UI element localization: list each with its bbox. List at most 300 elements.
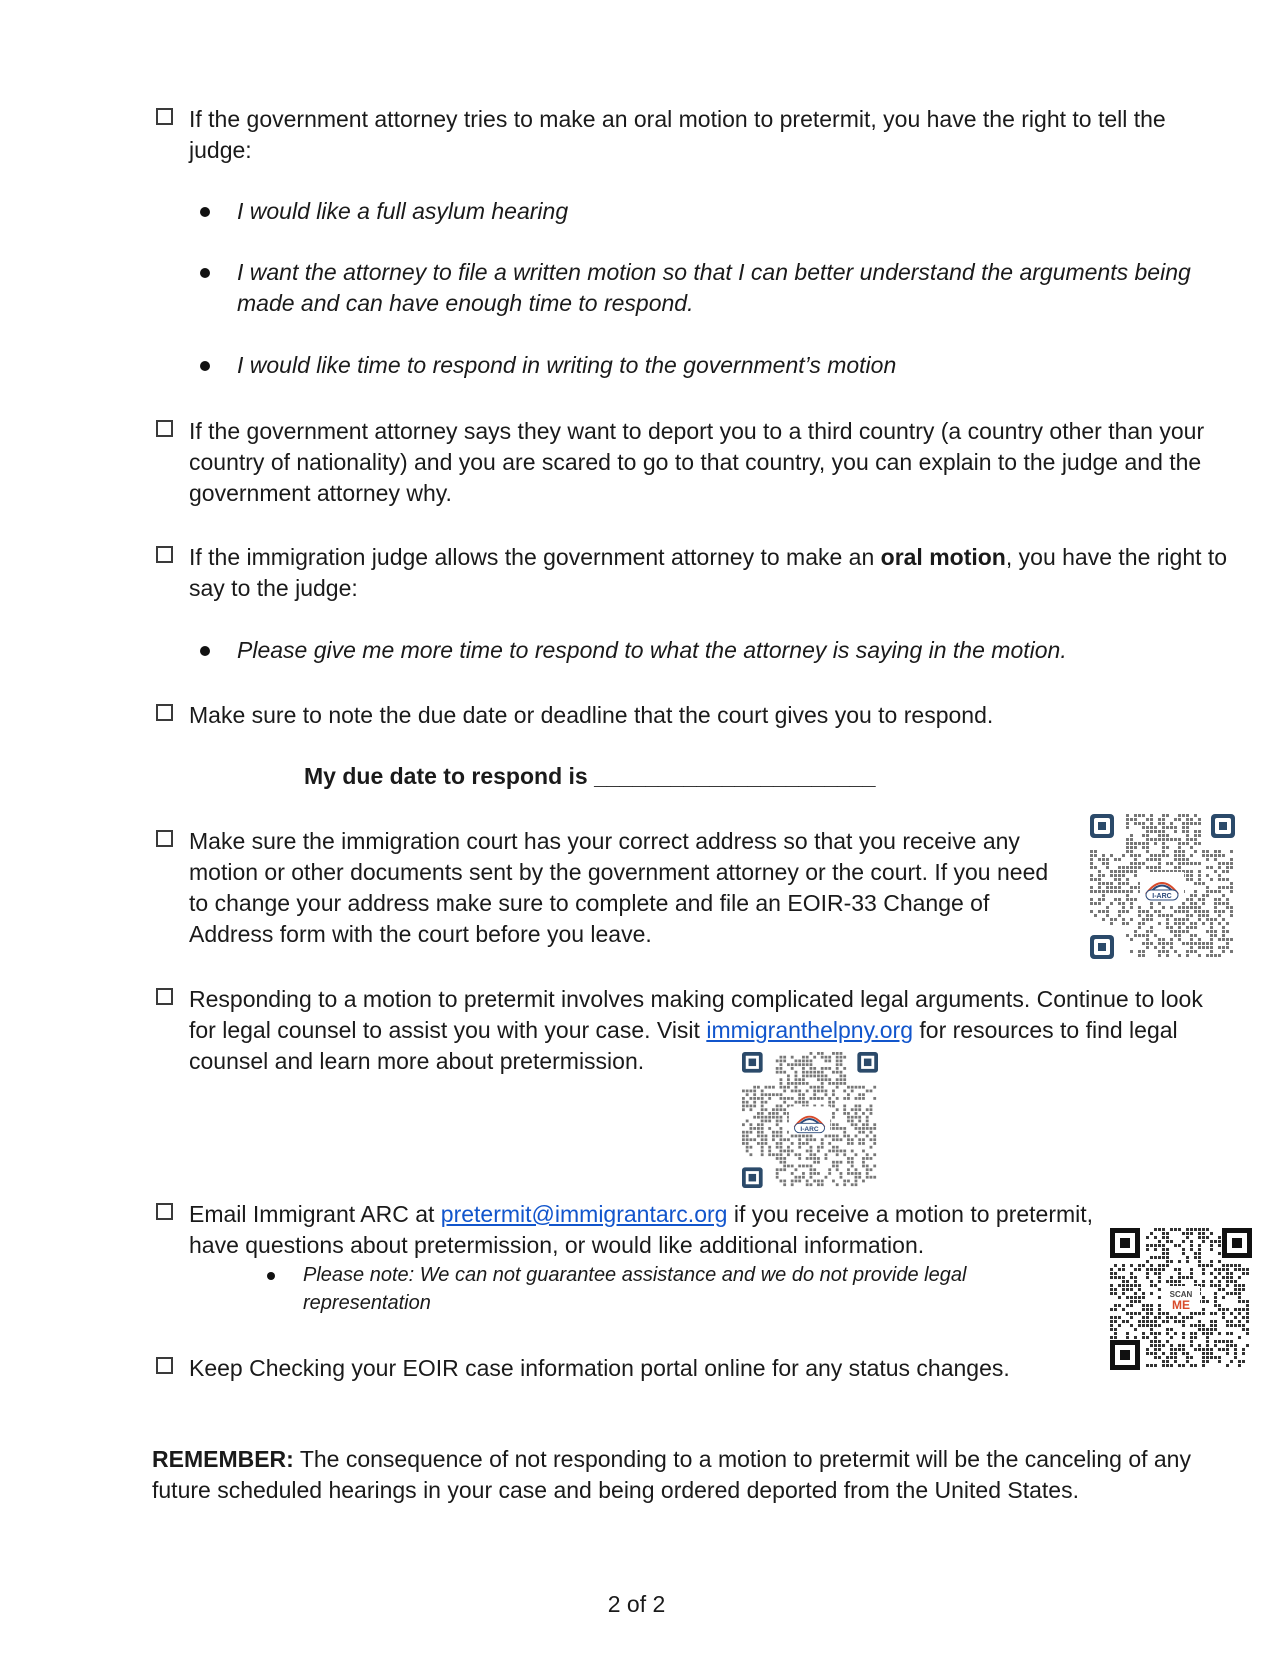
qr-module xyxy=(1194,1228,1197,1231)
qr-module xyxy=(783,1060,786,1063)
qr-module xyxy=(832,1165,835,1168)
qr-module xyxy=(780,1138,783,1141)
qr-module xyxy=(1118,1296,1121,1299)
qr-module xyxy=(1214,1324,1217,1327)
qr-module xyxy=(757,1127,760,1130)
qr-module xyxy=(870,1090,873,1093)
qr-module xyxy=(1222,878,1225,881)
qr-module xyxy=(1206,914,1209,917)
qr-module xyxy=(780,1180,783,1183)
qr-module xyxy=(780,1060,783,1063)
qr-module xyxy=(1146,1276,1149,1279)
qr-module xyxy=(772,1135,775,1138)
qr-module xyxy=(1194,1312,1197,1315)
qr-module xyxy=(1126,1288,1129,1291)
qr-module xyxy=(1150,926,1153,929)
qr-module xyxy=(1218,874,1221,877)
qr-module xyxy=(1190,1232,1193,1235)
qr-module xyxy=(750,1105,753,1108)
qr-module xyxy=(1166,954,1169,957)
qr-module xyxy=(1150,838,1153,841)
qr-module xyxy=(1158,950,1161,953)
qr-module xyxy=(1126,846,1129,849)
qr-module xyxy=(1206,1360,1209,1363)
qr-module xyxy=(1146,858,1149,861)
qr-module xyxy=(1194,822,1197,825)
qr-module xyxy=(1242,1352,1245,1355)
qr-module xyxy=(1170,1228,1173,1231)
qr-module xyxy=(843,1097,846,1100)
qr-module xyxy=(847,1168,850,1171)
qr-module xyxy=(840,1071,843,1074)
qr-module xyxy=(1194,834,1197,837)
qr-module xyxy=(761,1093,764,1096)
qr-module xyxy=(1158,1264,1161,1267)
checkbox[interactable] xyxy=(156,420,173,437)
qr-module xyxy=(1158,1240,1161,1243)
qr-module xyxy=(798,1093,801,1096)
qr-module xyxy=(1098,898,1101,901)
qr-module xyxy=(1198,914,1201,917)
checkbox[interactable] xyxy=(156,1357,173,1374)
qr-module xyxy=(798,1060,801,1063)
qr-module xyxy=(1218,1244,1221,1247)
qr-module xyxy=(802,1135,805,1138)
qr-module xyxy=(1142,1308,1145,1311)
qr-module xyxy=(1110,1308,1113,1311)
qr-module xyxy=(1170,1280,1173,1283)
qr-module xyxy=(858,1105,861,1108)
qr-module xyxy=(1110,1292,1113,1295)
qr-module xyxy=(855,1112,858,1115)
qr-module xyxy=(1114,870,1117,873)
qr-module xyxy=(1206,1348,1209,1351)
qr-module xyxy=(1230,1280,1233,1283)
qr-module xyxy=(1202,1296,1205,1299)
qr-module xyxy=(1146,826,1149,829)
qr-module xyxy=(1222,1312,1225,1315)
qr-module xyxy=(1182,826,1185,829)
qr-module xyxy=(821,1146,824,1149)
qr-module xyxy=(1146,1352,1149,1355)
qr-module xyxy=(1162,854,1165,857)
qr-module xyxy=(1130,1296,1133,1299)
qr-module xyxy=(1114,878,1117,881)
qr-module xyxy=(1246,1300,1249,1303)
qr-module xyxy=(1134,846,1137,849)
qr-module xyxy=(1098,910,1101,913)
qr-module xyxy=(768,1120,771,1123)
qr-module xyxy=(1142,814,1145,817)
qr-module xyxy=(840,1056,843,1059)
qr-module xyxy=(806,1063,809,1066)
qr-module xyxy=(1186,814,1189,817)
qr-module xyxy=(1182,902,1185,905)
qr-module xyxy=(1134,1296,1137,1299)
qr-module xyxy=(772,1093,775,1096)
qr-module xyxy=(1138,1312,1141,1315)
qr-module xyxy=(1186,842,1189,845)
qr-module xyxy=(776,1120,779,1123)
qr-module xyxy=(806,1056,809,1059)
qr-module xyxy=(836,1161,839,1164)
qr-module xyxy=(1226,870,1229,873)
qr-finder-top-left xyxy=(1110,1228,1140,1258)
qr-module xyxy=(1162,1236,1165,1239)
qr-module xyxy=(1182,1348,1185,1351)
qr-module xyxy=(1206,1336,1209,1339)
qr-module xyxy=(1130,1304,1133,1307)
qr-module xyxy=(780,1131,783,1134)
qr-module xyxy=(1138,906,1141,909)
qr-module xyxy=(862,1142,865,1145)
qr-module xyxy=(1178,866,1181,869)
checkbox[interactable] xyxy=(156,108,173,125)
qr-module xyxy=(1194,1256,1197,1259)
qr-module xyxy=(1206,866,1209,869)
qr-module xyxy=(836,1150,839,1153)
qr-module xyxy=(1222,918,1225,921)
qr-module xyxy=(780,1168,783,1171)
qr-module xyxy=(1102,882,1105,885)
qr-module xyxy=(1166,1320,1169,1323)
qr-module xyxy=(1134,1280,1137,1283)
qr-module xyxy=(1222,1316,1225,1319)
qr-module xyxy=(795,1078,798,1081)
qr-module xyxy=(1190,1244,1193,1247)
qr-module xyxy=(742,1105,745,1108)
qr-module xyxy=(1202,1272,1205,1275)
qr-module xyxy=(783,1157,786,1160)
qr-module xyxy=(1198,870,1201,873)
qr-module xyxy=(742,1142,745,1145)
qr-module xyxy=(1178,1244,1181,1247)
qr-module xyxy=(1194,1364,1197,1367)
qr-module xyxy=(1122,918,1125,921)
qr-module xyxy=(1130,1264,1133,1267)
qr-module xyxy=(795,1176,798,1179)
qr-module xyxy=(1174,838,1177,841)
qr-module xyxy=(1226,1332,1229,1335)
qr-module xyxy=(772,1138,775,1141)
qr-module xyxy=(1094,854,1097,857)
qr-module xyxy=(1158,1316,1161,1319)
qr-module xyxy=(1162,822,1165,825)
qr-module xyxy=(836,1078,839,1081)
qr-module xyxy=(1162,814,1165,817)
qr-module xyxy=(798,1090,801,1093)
qr-module xyxy=(802,1063,805,1066)
qr-module xyxy=(1234,1356,1237,1359)
qr-module xyxy=(858,1172,861,1175)
qr-module xyxy=(1242,1300,1245,1303)
qr-module xyxy=(1226,946,1229,949)
qr-module xyxy=(1166,922,1169,925)
qr-module xyxy=(1206,1356,1209,1359)
qr-module xyxy=(1210,1264,1213,1267)
qr-module xyxy=(858,1176,861,1179)
qr-module xyxy=(858,1108,861,1111)
qr-module xyxy=(1146,1320,1149,1323)
qr-module xyxy=(1178,1344,1181,1347)
qr-module xyxy=(1206,954,1209,957)
qr-module xyxy=(813,1138,816,1141)
qr-module xyxy=(866,1116,869,1119)
qr-module xyxy=(1238,1320,1241,1323)
qr-module xyxy=(776,1131,779,1134)
qr-module xyxy=(1186,862,1189,865)
qr-module xyxy=(813,1172,816,1175)
qr-module xyxy=(1230,1360,1233,1363)
qr-module xyxy=(772,1086,775,1089)
qr-module xyxy=(817,1150,820,1153)
qr-module xyxy=(1198,830,1201,833)
qr-module xyxy=(1130,1316,1133,1319)
qr-module xyxy=(1226,942,1229,945)
qr-module xyxy=(1198,1324,1201,1327)
qr-module xyxy=(1142,862,1145,865)
qr-module xyxy=(1118,1324,1121,1327)
email-link[interactable]: pretermit@immigrantarc.org xyxy=(440,1201,728,1227)
qr-module xyxy=(795,1090,798,1093)
qr-module xyxy=(1090,910,1093,913)
qr-module xyxy=(1122,1264,1125,1267)
qr-module xyxy=(1174,818,1177,821)
qr-module xyxy=(1238,1284,1241,1287)
qr-module xyxy=(1182,1316,1185,1319)
qr-module xyxy=(1182,910,1185,913)
qr-module xyxy=(843,1108,846,1111)
qr-module xyxy=(1170,938,1173,941)
qr-module xyxy=(1178,926,1181,929)
qr-module xyxy=(1122,854,1125,857)
qr-module xyxy=(761,1108,764,1111)
qr-module xyxy=(1158,862,1161,865)
qr-module xyxy=(825,1135,828,1138)
qr-module xyxy=(1166,1332,1169,1335)
item-text-post: if you receive a motion to pretermit, have questions about pretermission, or would like additional information. xyxy=(189,1201,1094,1258)
qr-module xyxy=(1234,1264,1237,1267)
qr-module xyxy=(1218,1348,1221,1351)
qr-module xyxy=(1130,902,1133,905)
qr-module xyxy=(1122,1288,1125,1291)
qr-module xyxy=(1210,866,1213,869)
qr-module xyxy=(1166,1260,1169,1263)
qr-module xyxy=(1198,882,1201,885)
qr-module xyxy=(1186,830,1189,833)
qr-module xyxy=(836,1153,839,1156)
qr-module xyxy=(1230,890,1233,893)
qr-module xyxy=(787,1075,790,1078)
qr-module xyxy=(843,1112,846,1115)
qr-module xyxy=(1214,1328,1217,1331)
qr-module xyxy=(832,1150,835,1153)
qr-module xyxy=(1206,1228,1209,1231)
bullet-text: I would like time to respond in writing to the government’s motion xyxy=(237,352,897,378)
qr-module xyxy=(1146,934,1149,937)
qr-module xyxy=(825,1093,828,1096)
qr-module xyxy=(1122,890,1125,893)
qr-module xyxy=(1166,826,1169,829)
qr-module xyxy=(1158,942,1161,945)
qr-module xyxy=(1122,866,1125,869)
qr-module xyxy=(1102,898,1105,901)
qr-module xyxy=(870,1131,873,1134)
qr-module xyxy=(810,1071,813,1074)
qr-module xyxy=(1202,1240,1205,1243)
checklist-item-text xyxy=(189,542,1229,604)
qr-module xyxy=(1162,1256,1165,1259)
qr-module xyxy=(1198,1236,1201,1239)
qr-module xyxy=(776,1168,779,1171)
qr-module xyxy=(1202,914,1205,917)
qr-module xyxy=(1234,1284,1237,1287)
qr-module xyxy=(1222,910,1225,913)
qr-module xyxy=(1202,942,1205,945)
qr-module xyxy=(1170,1316,1173,1319)
qr-module xyxy=(1146,946,1149,949)
remember-label: REMEMBER: xyxy=(152,1446,294,1472)
qr-module xyxy=(1210,922,1213,925)
qr-module xyxy=(1130,1288,1133,1291)
qr-module xyxy=(1222,894,1225,897)
qr-module xyxy=(817,1097,820,1100)
qr-module xyxy=(836,1060,839,1063)
qr-module xyxy=(1150,1256,1153,1259)
qr-module xyxy=(1202,1228,1205,1231)
qr-module xyxy=(1190,1364,1193,1367)
qr-module xyxy=(828,1082,831,1085)
qr-module xyxy=(1218,914,1221,917)
qr-module xyxy=(840,1150,843,1153)
qr-module xyxy=(1122,1284,1125,1287)
qr-module xyxy=(1122,874,1125,877)
qr-module xyxy=(817,1078,820,1081)
qr-module xyxy=(798,1135,801,1138)
qr-module xyxy=(1182,1240,1185,1243)
checkbox[interactable] xyxy=(156,546,173,563)
qr-module xyxy=(1226,1284,1229,1287)
qr-module xyxy=(1218,1288,1221,1291)
checkbox[interactable] xyxy=(156,988,173,1005)
qr-module xyxy=(847,1157,850,1160)
qr-module xyxy=(746,1090,749,1093)
qr-module xyxy=(840,1082,843,1085)
qr-module xyxy=(851,1150,854,1153)
qr-module xyxy=(1218,878,1221,881)
qr-module xyxy=(813,1097,816,1100)
qr-module xyxy=(1210,1332,1213,1335)
qr-module xyxy=(1118,886,1121,889)
qr-module xyxy=(1118,866,1121,869)
qr-module xyxy=(870,1146,873,1149)
qr-module xyxy=(1230,910,1233,913)
qr-module xyxy=(1130,870,1133,873)
qr-module xyxy=(832,1146,835,1149)
qr-module xyxy=(1158,1268,1161,1271)
qr-module xyxy=(828,1142,831,1145)
qr-module xyxy=(1210,954,1213,957)
qr-module xyxy=(1234,1308,1237,1311)
qr-module xyxy=(806,1157,809,1160)
qr-module xyxy=(1134,870,1137,873)
checkbox[interactable] xyxy=(156,704,173,721)
qr-module xyxy=(1130,866,1133,869)
qr-module xyxy=(1202,1284,1205,1287)
qr-module xyxy=(836,1108,839,1111)
qr-module xyxy=(1090,890,1093,893)
qr-module xyxy=(1158,1280,1161,1283)
qr-module xyxy=(1242,1324,1245,1327)
qr-module xyxy=(1150,1244,1153,1247)
qr-module xyxy=(1246,1308,1249,1311)
qr-module xyxy=(757,1123,760,1126)
qr-module xyxy=(1202,1280,1205,1283)
qr-module xyxy=(1198,942,1201,945)
checkbox[interactable] xyxy=(156,1203,173,1220)
qr-module xyxy=(832,1138,835,1141)
qr-module xyxy=(806,1071,809,1074)
qr-module xyxy=(1138,1264,1141,1267)
qr-module xyxy=(1170,1356,1173,1359)
qr-module xyxy=(776,1067,779,1070)
qr-module xyxy=(821,1138,824,1141)
qr-module xyxy=(1210,1348,1213,1351)
qr-module xyxy=(1234,1288,1237,1291)
qr-module xyxy=(1130,846,1133,849)
qr-module xyxy=(810,1183,813,1186)
checkbox[interactable] xyxy=(156,830,173,847)
qr-module xyxy=(1218,898,1221,901)
qr-module xyxy=(1158,1340,1161,1343)
qr-module xyxy=(802,1060,805,1063)
qr-module xyxy=(1214,854,1217,857)
qr-module xyxy=(1230,886,1233,889)
qr-module xyxy=(1178,938,1181,941)
qr-module xyxy=(776,1135,779,1138)
qr-module xyxy=(1234,1344,1237,1347)
qr-module xyxy=(1146,1272,1149,1275)
qr-module xyxy=(1154,1268,1157,1271)
qr-module xyxy=(1138,862,1141,865)
immigranthelpny-link[interactable]: immigranthelpny.org xyxy=(706,1017,913,1043)
qr-module xyxy=(795,1168,798,1171)
qr-module xyxy=(825,1060,828,1063)
qr-module xyxy=(866,1120,869,1123)
qr-module xyxy=(1138,1320,1141,1323)
qr-module xyxy=(1142,1324,1145,1327)
qr-module xyxy=(1214,1320,1217,1323)
qr-module xyxy=(761,1123,764,1126)
qr-module xyxy=(1150,906,1153,909)
qr-module xyxy=(791,1097,794,1100)
qr-module xyxy=(1210,1244,1213,1247)
qr-module xyxy=(768,1112,771,1115)
qr-module xyxy=(1190,878,1193,881)
qr-module xyxy=(1198,1320,1201,1323)
qr-module xyxy=(795,1071,798,1074)
qr-module xyxy=(1194,890,1197,893)
qr-module xyxy=(1202,1328,1205,1331)
qr-code-iarc xyxy=(1090,814,1235,959)
qr-module xyxy=(843,1090,846,1093)
qr-module xyxy=(1150,1324,1153,1327)
qr-module xyxy=(1242,1328,1245,1331)
qr-module xyxy=(1182,1276,1185,1279)
qr-module xyxy=(1130,862,1133,865)
qr-module xyxy=(855,1180,858,1183)
qr-module xyxy=(858,1093,861,1096)
